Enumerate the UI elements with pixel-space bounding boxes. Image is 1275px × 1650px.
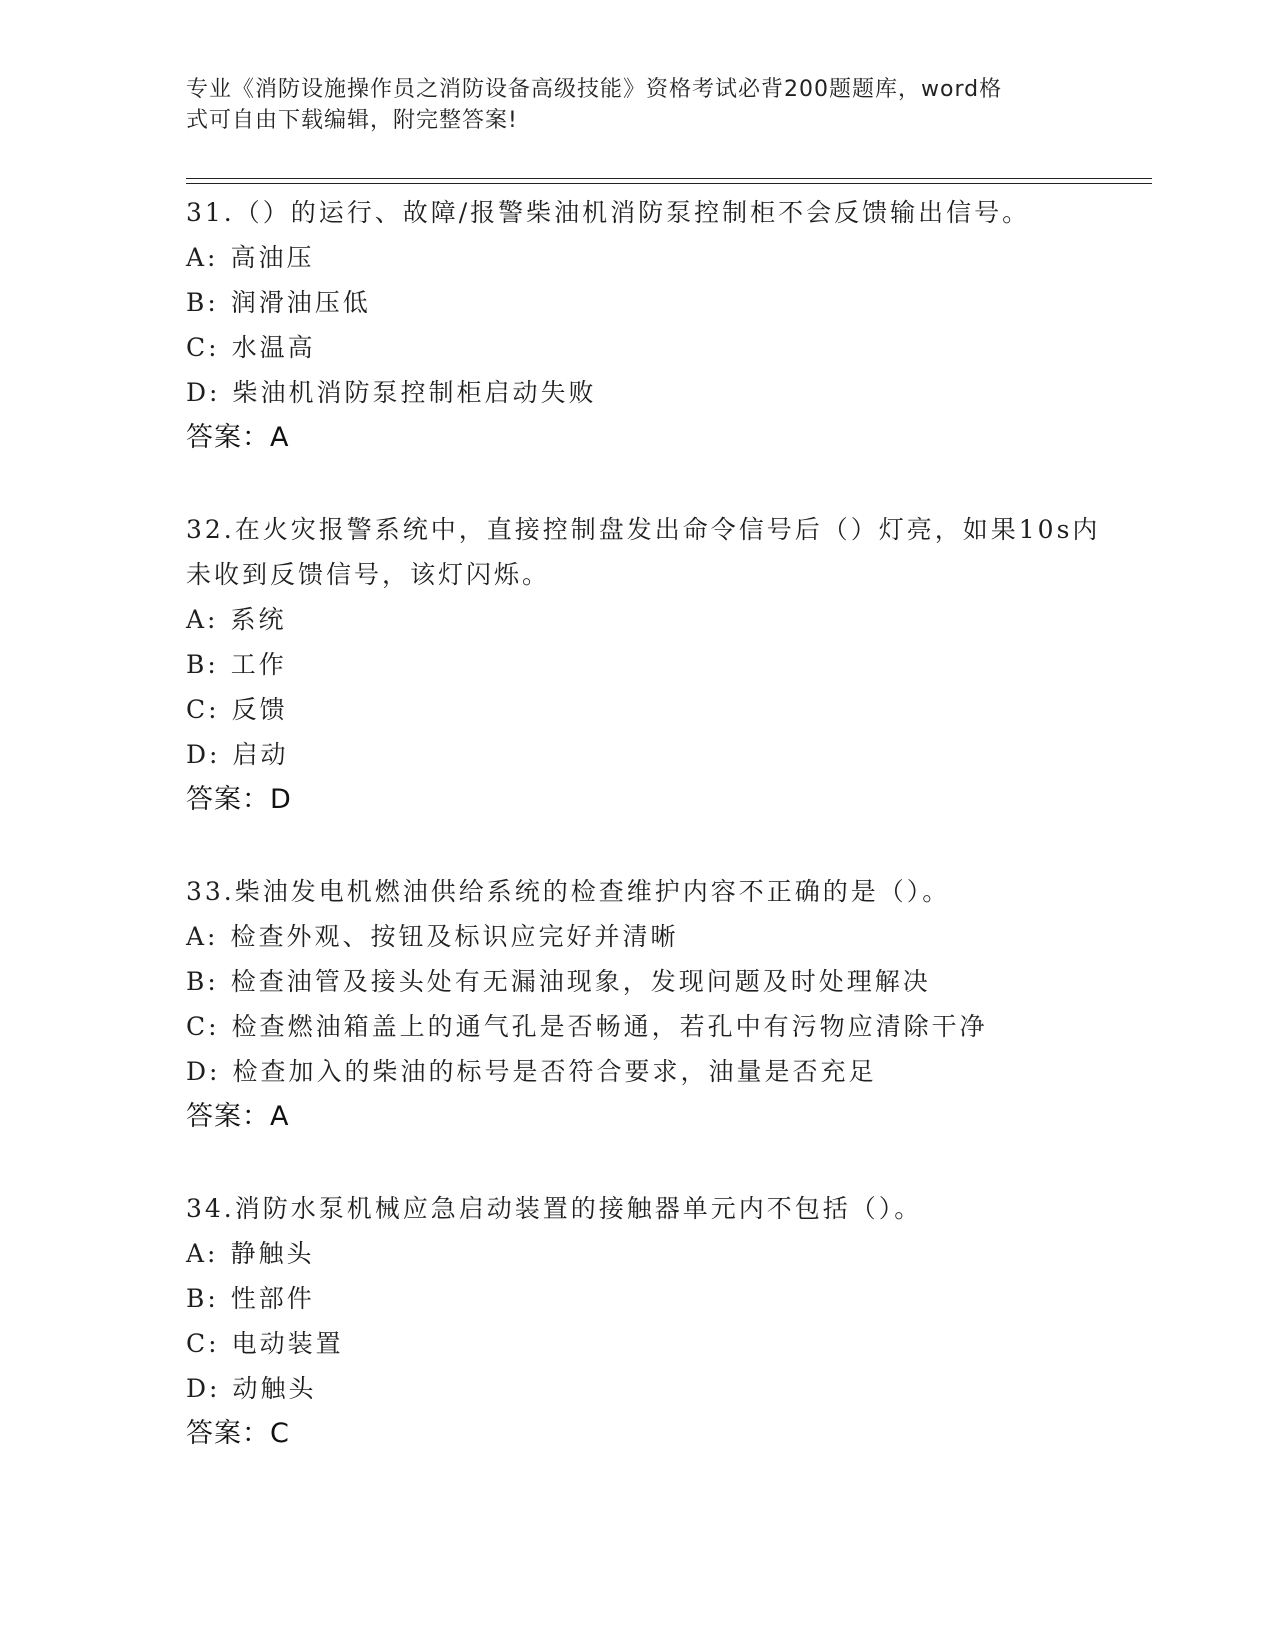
option-text: 反馈	[231, 695, 288, 724]
option-c	[186, 325, 1126, 370]
option-key: B:	[186, 650, 219, 679]
option-c	[186, 687, 1126, 732]
option-text: 静触头	[230, 1239, 315, 1268]
option-d	[186, 732, 1126, 777]
option-key: D:	[186, 1057, 221, 1086]
option-key: B:	[186, 288, 219, 317]
question-32	[186, 507, 1126, 823]
option-key: A:	[186, 605, 219, 634]
answer-line: 答案：A	[186, 1101, 290, 1132]
option-key: A:	[186, 243, 219, 272]
question-34	[186, 1186, 1126, 1457]
option-a	[186, 914, 1126, 959]
header-line-1: 专业《消防设施操作员之消防设备高级技能》资格考试必背200题题库，word格	[186, 77, 1003, 102]
option-text: 检查燃油箱盖上的通气孔是否畅通，若孔中有污物应清除干净	[231, 1012, 988, 1041]
option-b	[186, 642, 1126, 687]
answer-line: 答案：C	[186, 1418, 290, 1449]
header-divider-top	[186, 178, 1152, 179]
document-header	[186, 74, 1066, 136]
option-key: D:	[186, 1374, 221, 1403]
option-text: 高油压	[230, 243, 315, 272]
answer-line: 答案：D	[186, 784, 292, 815]
option-text: 电动装置	[231, 1329, 344, 1358]
option-a	[186, 235, 1126, 280]
option-text: 检查外观、按钮及标识应完好并清晰	[230, 922, 679, 951]
option-key: C:	[186, 1012, 220, 1041]
option-text: 润滑油压低	[230, 288, 371, 317]
question-stem: 32.在火灾报警系统中，直接控制盘发出命令信号后（）灯亮，如果10s内未收到反馈信号，该灯闪烁。	[186, 515, 1101, 589]
question-stem: 33.柴油发电机燃油供给系统的检查维护内容不正确的是（）。	[186, 877, 951, 906]
option-key: A:	[186, 1239, 219, 1268]
option-key: B:	[186, 967, 219, 996]
header-line-2: 式可自由下载编辑，附完整答案!	[186, 108, 518, 133]
option-key: C:	[186, 695, 220, 724]
question-33	[186, 869, 1126, 1140]
option-key: C:	[186, 1329, 220, 1358]
option-a	[186, 597, 1126, 642]
question-list	[186, 190, 1126, 1503]
option-d	[186, 1366, 1126, 1411]
option-text: 启动	[232, 740, 289, 769]
option-b	[186, 280, 1126, 325]
option-d	[186, 1049, 1126, 1094]
option-text: 检查油管及接头处有无漏油现象，发现问题及时处理解决	[230, 967, 931, 996]
option-text: 动触头	[232, 1374, 317, 1403]
option-b	[186, 959, 1126, 1004]
option-b	[186, 1276, 1126, 1321]
option-key: C:	[186, 333, 220, 362]
option-key: D:	[186, 740, 221, 769]
option-c	[186, 1321, 1126, 1366]
option-a	[186, 1231, 1126, 1276]
question-stem: 31.（）的运行、故障/报警柴油机消防泵控制柜不会反馈输出信号。	[186, 198, 1031, 227]
answer-line: 答案：A	[186, 422, 290, 453]
option-d	[186, 370, 1126, 415]
option-c	[186, 1004, 1126, 1049]
option-text: 系统	[230, 605, 287, 634]
option-key: D:	[186, 378, 221, 407]
option-text: 检查加入的柴油的标号是否符合要求，油量是否充足	[232, 1057, 877, 1086]
option-text: 工作	[230, 650, 287, 679]
option-key: A:	[186, 922, 219, 951]
option-key: B:	[186, 1284, 219, 1313]
question-31	[186, 190, 1126, 461]
option-text: 水温高	[231, 333, 316, 362]
question-stem: 34.消防水泵机械应急启动装置的接触器单元内不包括（）。	[186, 1194, 923, 1223]
option-text: 柴油机消防泵控制柜启动失败	[232, 378, 597, 407]
header-divider-bottom	[186, 183, 1152, 184]
option-text: 性部件	[230, 1284, 315, 1313]
